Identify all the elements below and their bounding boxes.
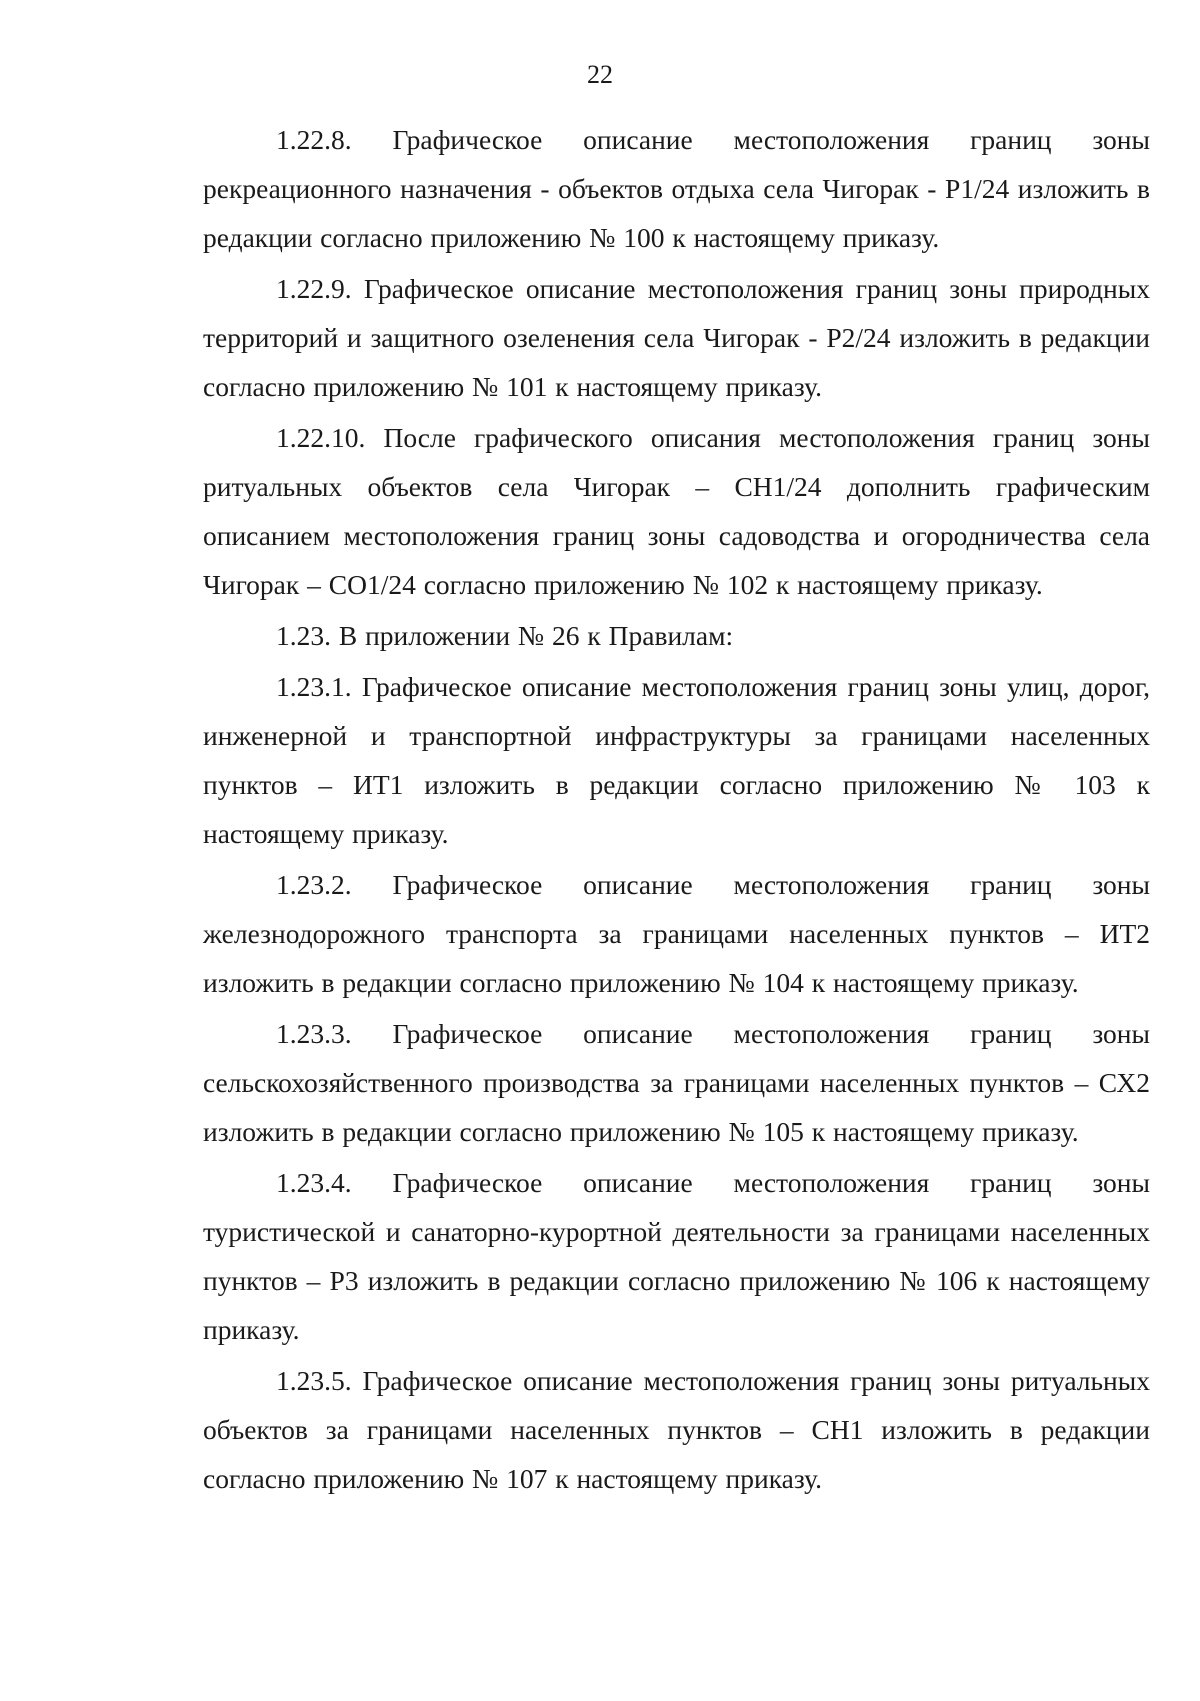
paragraph-1-22-10: 1.22.10. После графического описания местоположения границ зоны ритуальных объектов села Чигорак – СН1/24 дополнить графическим описанием местоположения границ зоны садоводства и огородничества села Чигорак – СО1/24 согласно приложению № 102 к настоящему приказу.: [203, 422, 1150, 600]
paragraph-1-23-5: 1.23.5. Графическое описание местоположения границ зоны ритуальных объектов за границами населенных пунктов – СН1 изложить в редакции согласно приложению № 107 к настоящему приказу.: [203, 1365, 1150, 1494]
paragraph-1-22-8: 1.22.8. Графическое описание местоположения границ зоны рекреационного назначения - объектов отдыха села Чигорак - Р1/24 изложить в редакции согласно приложению № 100 к настоящему приказу.: [203, 124, 1150, 253]
page-number: 22: [587, 60, 613, 89]
paragraph-1-23-3: 1.23.3. Графическое описание местоположения границ зоны сельскохозяйственного производства за границами населенных пунктов – СХ2 изложить в редакции согласно приложению № 105 к настоящему приказу.: [203, 1018, 1150, 1147]
document-body: [203, 115, 1150, 1505]
paragraph-1-23-1: 1.23.1. Графическое описание местоположения границ зоны улиц, дорог, инженерной и транспортной инфраструктуры за границами населенных пунктов – ИТ1 изложить в редакции согласно приложению № 103 к настоящему приказу.: [203, 671, 1150, 849]
paragraph-1-23: 1.23. В приложении № 26 к Правилам:: [276, 620, 734, 651]
paragraph-1-23-2: 1.23.2. Графическое описание местоположения границ зоны железнодорожного транспорта за границами населенных пунктов – ИТ2 изложить в редакции согласно приложению № 104 к настоящему приказу.: [203, 869, 1150, 998]
paragraph-1-22-9: 1.22.9. Графическое описание местоположения границ зоны природных территорий и защитного озеленения села Чигорак - Р2/24 изложить в редакции согласно приложению № 101 к настоящему приказу.: [203, 273, 1150, 402]
paragraph-1-23-4: 1.23.4. Графическое описание местоположения границ зоны туристической и санаторно-курортной деятельности за границами населенных пунктов – Р3 изложить в редакции согласно приложению № 106 к настоящему приказу.: [203, 1167, 1150, 1345]
